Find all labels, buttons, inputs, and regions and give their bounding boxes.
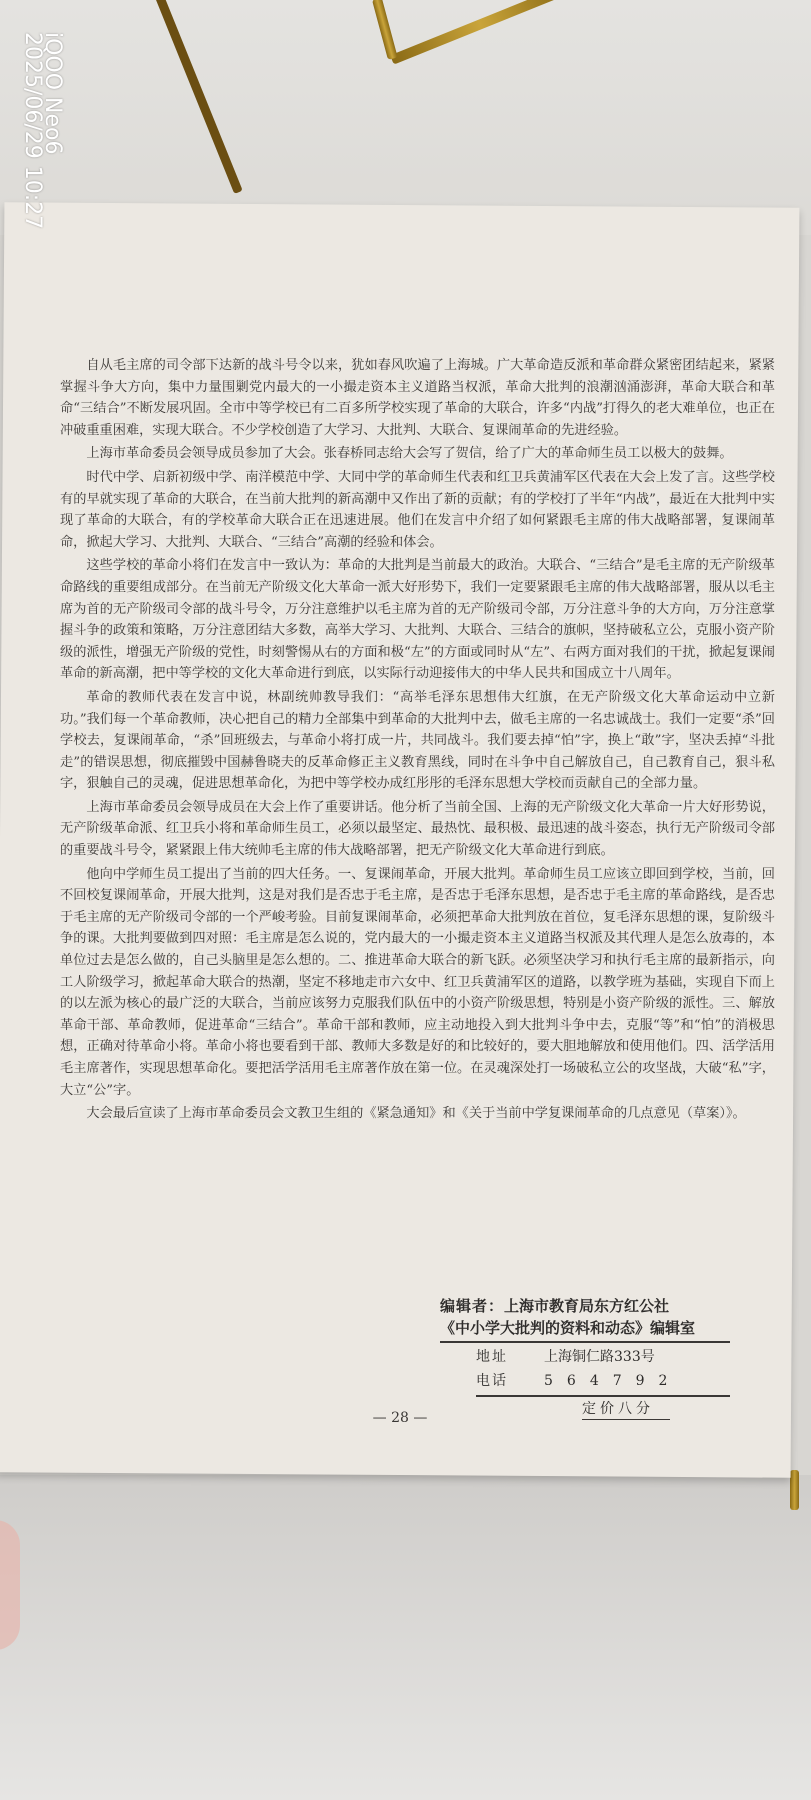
watermark-datetime: 2025/06/29 10:27 bbox=[20, 32, 45, 230]
paragraph: 他向中学师生员工提出了当前的四大任务。一、复课闹革命，开展大批判。革命师生员工应该立即回到学校，当前，回不回校复课闹革命，开展大批判，这是对我们是否忠于毛主席，是否忠于毛泽东思想，是否忠于毛主席的革命路线，是否忠于毛主席的无产阶级司令部的一个严峻考验。目前复课闹革命，必须把革命大批判放在首位，复毛泽东思想的课，复阶级斗争的课。大批判要做到四对照：毛主席是怎么说的，党内最大的一小撮走资本主义道路当权派及其代理人是怎么放毒的，本单位过去是怎么做的，自己头脑里是怎么想的。二、推进革命大联合的新飞跃。必须坚决学习和执行毛主席的最新指示，向工人阶级学习，掀起革命大联合的热潮，坚定不移地走市六女中、红卫兵黄浦军区的道路，以教学班为基础，实现自下而上的以左派为核心的最广泛的大联合，当前应该努力克服我们队伍中的小资产阶级思想，特别是小资产阶级的派性。三、解放革命干部、革命教师，促进革命“三结合”。革命干部和教师，应主动地投入到大批判斗争中去，克服“等”和“怕”的消极思想，正确对待革命小将。革命小将也要看到干部、教师大多数是好的和比较好的，要大胆地解放和使用他们。四、活学活用毛主席著作，实现思想革命化。要把活学活用毛主席著作放在第一位。在灵魂深处打一场破私立公的攻坚战，大破“私”字，大立“公”字。 bbox=[60, 866, 775, 1098]
colophon bbox=[440, 1295, 740, 1417]
editorial-office: 《中小学大批判的资料和动态》编辑室 bbox=[440, 1319, 696, 1337]
document-body bbox=[60, 355, 775, 1127]
address-value: 上海铜仁路333号 bbox=[544, 1349, 655, 1365]
table-surface-top bbox=[0, 0, 811, 235]
paragraph: 这些学校的革命小将们在发言中一致认为：革命的大批判是当前最大的政治。大联合、“三结合”是毛主席的无产阶级革命路线的重要组成部分。在当前无产阶级文化大革命一派大好形势下，我们一定要紧跟毛主席的伟大战略部署，服从以毛主席为首的无产阶级司令部的战斗号令，万分注意维护以毛主席为首的无产阶级司令部，万分注意斗争的大方向，万分注意掌握斗争的政策和策略，万分注意团结大多数，高举大学习、大批判、大联合、三结合的旗帜，坚持破私立公，克服小资产阶级的派性，增强无产阶级的党性，时刻警惕从右的方面和极“左”的方面或同时从“左”、右两方面对我们的干扰，掀起复课闹革命的新高潮，把中等学校的文化大革命进行到底，以实际行动迎接伟大的中华人民共和国成立十八周年。 bbox=[60, 558, 775, 682]
paragraph: 自从毛主席的司令部下达新的战斗号令以来，犹如春风吹遍了上海城。广大革命造反派和革命群众紧密团结起来，紧紧掌握斗争大方向，集中力量围剿党内最大的一小撮走资本主义道路当权派，革命大批判的浪潮汹涌澎湃，革命大联合和革命“三结合”不断发展巩固。全市中等学校已有二百多所学校实现了革命的大联合，许多“内战”打得久的老大难单位，也正在冲破重重困难，实现大联合。不少学校创造了大学习、大批判、大联合、复课闹革命的先进经验。 bbox=[60, 358, 775, 438]
paragraph: 时代中学、启新初级中学、南洋模范中学、大同中学的革命师生代表和红卫兵黄浦军区代表在大会上发了言。这些学校有的早就实现了革命的大联合，在当前大批判的新高潮中又作出了新的贡献；有的学校打了半年“内战”，最近在大批判中实现了革命的大联合，有的学校革命大联合正在迅速进展。他们在发言中介绍了如何紧跟毛主席的伟大战略部署，复课闹革命，掀起大学习、大批判、大联合、“三结合”高潮的经验和体会。 bbox=[60, 469, 775, 550]
price: 定价八分 bbox=[582, 1401, 654, 1417]
table-surface-bottom bbox=[0, 1475, 811, 1800]
finger bbox=[0, 1520, 20, 1650]
editor-line bbox=[440, 1295, 740, 1317]
rule-divider bbox=[582, 1419, 670, 1420]
rule-divider bbox=[476, 1395, 730, 1397]
phone-value: 564792 bbox=[544, 1373, 682, 1389]
editor-label: 编辑者： bbox=[440, 1297, 505, 1315]
paragraph: 上海市革命委员会领导成员参加了大会。张春桥同志给大会写了贺信，给了广大的革命师生员工以极大的鼓舞。 bbox=[86, 446, 733, 462]
editor-name: 上海市教育局东方红公社 bbox=[504, 1297, 670, 1315]
page-number: — 28 — bbox=[372, 1410, 428, 1426]
camera-watermark bbox=[20, 32, 65, 272]
phone-label: 电话 bbox=[476, 1373, 508, 1389]
watermark-device: iQOO Neo6 bbox=[40, 32, 65, 155]
paragraph: 上海市革命委员会领导成员在大会上作了重要讲话。他分析了当前全国、上海的无产阶级文化大革命一片大好形势说，无产阶级革命派、红卫兵小将和革命师生员工，必须以最坚定、最热忱、最积极、最迅速的战斗姿态，执行无产阶级司令部的重要战斗号令，紧紧跟上伟大统帅毛主席的伟大战略部署，把无产阶级文化大革命进行到底。 bbox=[60, 799, 775, 859]
phone-row bbox=[476, 1369, 740, 1393]
paragraph: 革命的教师代表在发言中说，林副统帅教导我们：“高举毛泽东思想伟大红旗，在无产阶级文化大革命运动中立新功。”我们每一个革命教师，决心把自己的精力全部集中到革命的大批判中去，做毛主席的一名忠诚战士。我们一定要“杀”回学校去，复课闹革命，“杀”回班级去，与革命小将打成一片，共同战斗。我们要去掉“怕”字，换上“敢”字，坚决丢掉“斗批走”的错误思想，彻底摧毁中国赫鲁晓夫的反革命修正主义教育黑线，同时在斗争中自己解放自己，自己教育自己，狠斗私字，狠触自己的灵魂，促进思想革命化，为把中等学校办成红彤彤的毛泽东思想大学校而贡献自己的全部力量。 bbox=[60, 689, 775, 792]
address-row bbox=[476, 1345, 740, 1369]
paragraph: 大会最后宣读了上海市革命委员会文教卫生组的《紧急通知》和《关于当前中学复课闹革命的几点意见（草案）》。 bbox=[86, 1106, 746, 1122]
rule-divider bbox=[440, 1341, 730, 1343]
address-block bbox=[440, 1345, 740, 1393]
address-label: 地址 bbox=[476, 1349, 508, 1365]
binding-cord-bottom bbox=[790, 1470, 799, 1510]
